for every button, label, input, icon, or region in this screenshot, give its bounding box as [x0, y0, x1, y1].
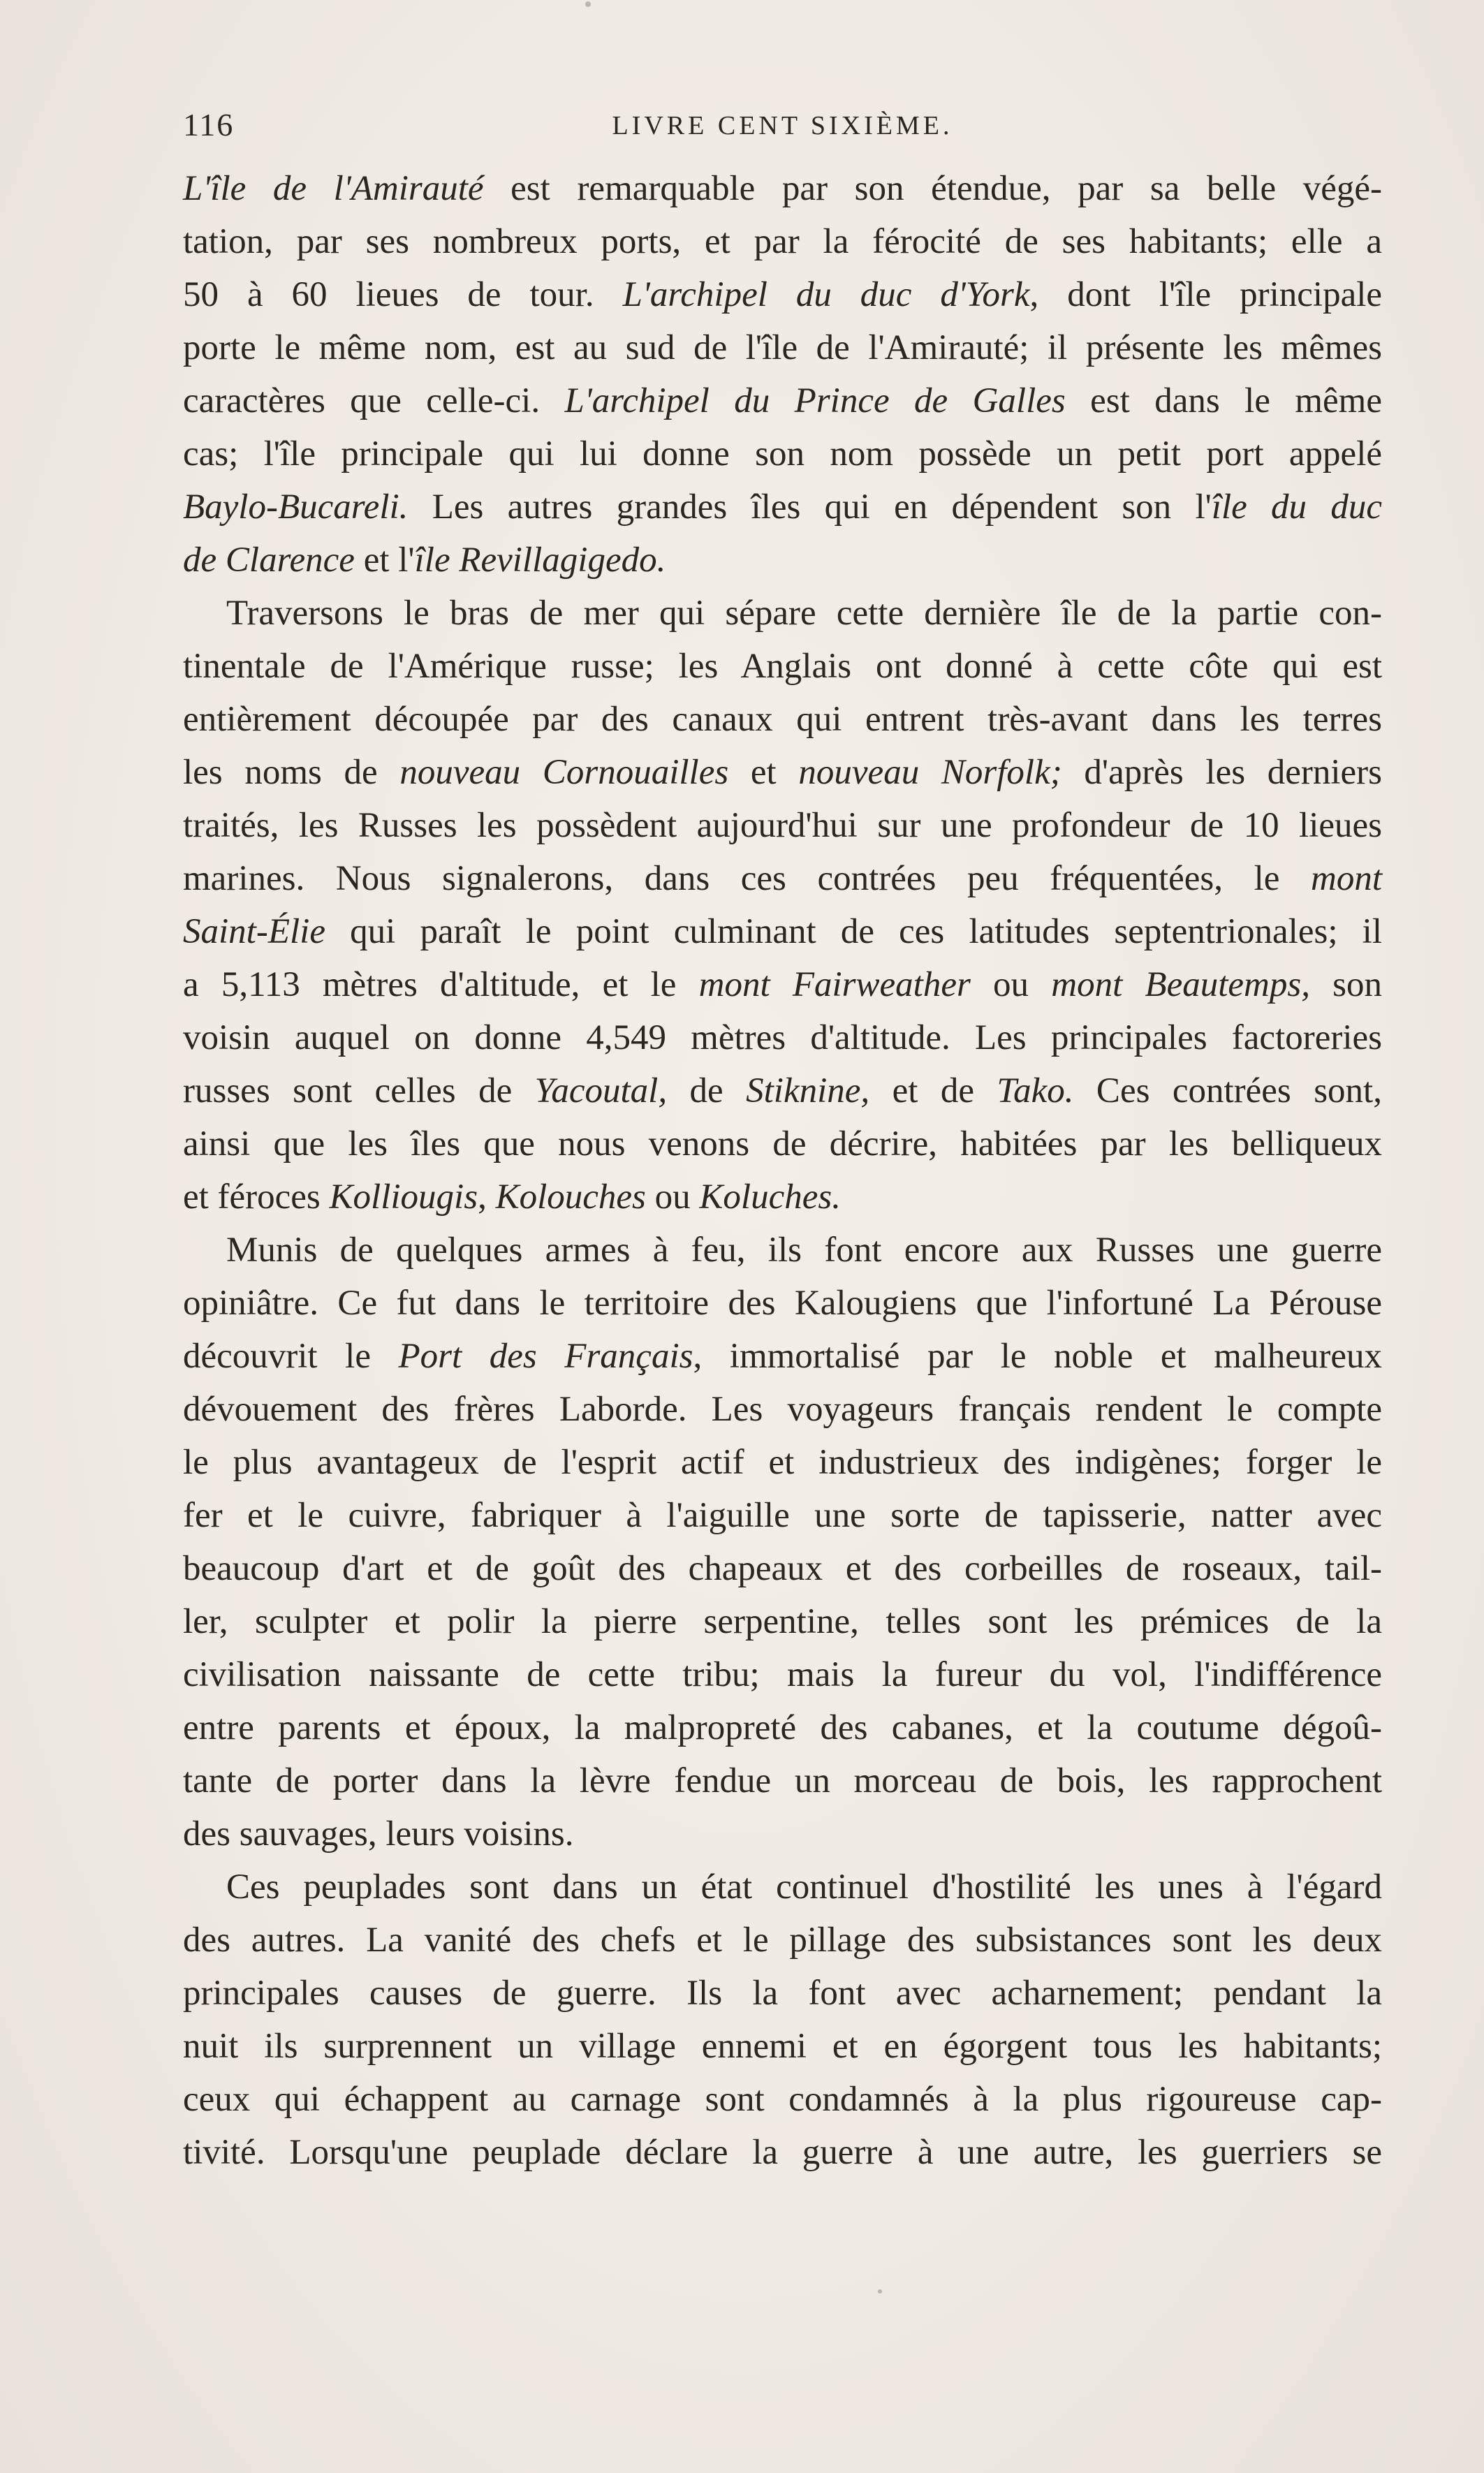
italic-term: Port des Français — [398, 1337, 693, 1376]
text-line — [183, 1171, 1382, 1224]
text-line — [183, 2020, 1382, 2073]
text-segment: ainsi que les îles que nous venons de décrire, habitées par les belliqueux — [183, 1124, 1382, 1164]
text-segment: et de — [869, 1071, 997, 1110]
italic-term: Tako. — [997, 1071, 1074, 1110]
text-segment: Ces contrées sont, — [1073, 1071, 1382, 1110]
text-segment: nuit ils surprennent un village ennemi et en égorgent tous les habitants; — [183, 2027, 1382, 2066]
text-segment: d'après les derniers — [1061, 753, 1382, 792]
text-segment: et — [728, 753, 799, 792]
text-segment: ceux qui échappent au carnage sont condamnés à la plus rigoureuse cap- — [183, 2080, 1382, 2119]
italic-term: île Revillagigedo. — [414, 541, 666, 580]
text-segment: voisin auquel on donne 4,549 mètres d'altitude. Les principales factoreries — [183, 1018, 1382, 1057]
italic-term: Kolliougis — [329, 1177, 478, 1217]
text-segment: Ces peuplades sont dans un état continuel d'hostilité les unes à l'égard — [226, 1867, 1382, 1907]
text-line — [183, 1967, 1382, 2020]
text-segment: et l' — [354, 541, 415, 580]
text-segment: des sauvages, leurs voisins. — [183, 1814, 574, 1854]
italic-term: de Clarence — [183, 541, 355, 580]
text-segment: son — [1309, 965, 1383, 1004]
text-segment: a 5,113 mètres d'altitude, et le — [183, 965, 699, 1004]
italic-term: nouveau Cornouailles — [399, 753, 729, 792]
text-segment: découvrit le — [183, 1337, 399, 1376]
text-segment: beaucoup d'art et de goût des chapeaux et des corbeilles de roseaux, tail- — [183, 1549, 1382, 1588]
text-segment: ou — [645, 1177, 700, 1217]
text-segment: , immortalisé par le noble et malheureux — [693, 1337, 1382, 1376]
text-line — [183, 693, 1382, 746]
text-segment: principales causes de guerre. Ils la font avec acharnement; pendant la — [183, 1974, 1382, 2013]
text-segment: porte le même nom, est au sud de l'île de l'Amirauté; il présente les mêmes — [183, 328, 1382, 367]
text-segment: Traversons le bras de mer qui sépare cette dernière île de la partie con- — [226, 594, 1382, 633]
italic-term: île du duc — [1211, 487, 1382, 527]
text-line — [183, 1383, 1382, 1436]
text-line — [183, 374, 1382, 427]
text-segment: , — [478, 1177, 496, 1217]
page-header — [183, 106, 1382, 148]
text-line — [183, 1648, 1382, 1701]
text-line — [183, 1754, 1382, 1807]
text-segment: le plus avantageux de l'esprit actif et industrieux des indigènes; forger le — [183, 1443, 1382, 1482]
italic-term: mont Fairweather — [698, 965, 971, 1004]
text-line — [183, 1330, 1382, 1383]
text-line — [183, 427, 1382, 480]
print-speck — [585, 1, 591, 7]
text-segment: fer et le cuivre, fabriquer à l'aiguille une sorte de tapisserie, natter avec — [183, 1496, 1382, 1535]
text-segment: dévouement des frères Laborde. Les voyageurs français rendent le compte — [183, 1390, 1382, 1429]
italic-term: Kolouches — [495, 1177, 646, 1217]
italic-term: Yacoutal, — [534, 1071, 668, 1110]
text-line — [183, 1701, 1382, 1754]
text-segment: entièrement découpée par des canaux qui entrent très-avant dans les terres — [183, 700, 1382, 739]
text-line — [183, 1595, 1382, 1648]
text-line — [183, 2073, 1382, 2126]
italic-term: L'archipel du Prince de Galles — [564, 381, 1066, 420]
text-line — [183, 1861, 1382, 1914]
italic-term: Koluches. — [699, 1177, 841, 1217]
text-line — [183, 640, 1382, 693]
text-line — [183, 2126, 1382, 2179]
text-line — [183, 1064, 1382, 1117]
text-segment: les noms de — [183, 753, 400, 792]
text-segment: entre parents et époux, la malpropreté des cabanes, et la coutume dégoû- — [183, 1708, 1382, 1747]
text-line — [183, 215, 1382, 268]
text-line — [183, 321, 1382, 374]
text-segment: opiniâtre. Ce fut dans le territoire des Kalougiens que l'infortuné La Pérouse — [183, 1284, 1382, 1323]
italic-term: mont — [1311, 859, 1382, 898]
text-line — [183, 1542, 1382, 1595]
text-line — [183, 1117, 1382, 1171]
text-line — [183, 958, 1382, 1011]
text-segment: tivité. Lorsqu'une peuplade déclare la guerre à une autre, les guerriers se — [183, 2133, 1382, 2172]
text-segment: cas; l'île principale qui lui donne son nom possède un petit port appelé — [183, 434, 1382, 474]
text-segment: Munis de quelques armes à feu, ils font encore aux Russes une guerre — [226, 1231, 1382, 1270]
italic-term: Stiknine, — [746, 1071, 870, 1110]
text-segment: de — [667, 1071, 747, 1110]
text-segment: tinentale de l'Amérique russe; les Anglais ont donné à cette côte qui est — [183, 647, 1382, 686]
text-segment: russes sont celles de — [183, 1071, 535, 1110]
text-line — [183, 1277, 1382, 1330]
text-segment: caractères que celle-ci. — [183, 381, 565, 420]
text-segment: ou — [970, 965, 1052, 1004]
italic-term: L'archipel du duc d'York — [622, 275, 1030, 314]
text-line — [183, 1436, 1382, 1489]
text-segment: est remarquable par son étendue, par sa belle végé- — [483, 169, 1382, 208]
text-segment: tation, par ses nombreux ports, et par la férocité de ses habitants; elle a — [183, 222, 1382, 261]
text-line — [183, 1011, 1382, 1064]
text-segment: , dont l'île principale — [1029, 275, 1383, 314]
print-speck — [878, 2289, 882, 2294]
text-segment: et féroces — [183, 1177, 330, 1217]
text-line — [183, 268, 1382, 321]
italic-term: L'île de l'Amirauté — [183, 169, 484, 208]
text-segment: traités, les Russes les possèdent aujourd'hui sur une profondeur de 10 lieues — [183, 806, 1382, 845]
body-text — [183, 162, 1382, 2179]
text-segment: des autres. La vanité des chefs et le pillage des subsistances sont les deux — [183, 1921, 1382, 1960]
text-segment: civilisation naissante de cette tribu; mais la fureur du vol, l'indifférence — [183, 1655, 1382, 1694]
running-head: LIVRE CENT SIXIÈME. — [612, 111, 953, 140]
text-line — [183, 1914, 1382, 1967]
text-line — [183, 587, 1382, 640]
text-segment: est dans le même — [1065, 381, 1382, 420]
text-line — [183, 534, 1382, 587]
italic-term: mont Beautemps, — [1051, 965, 1310, 1004]
text-line — [183, 1224, 1382, 1277]
text-segment: Les autres grandes îles qui en dépendent son l' — [408, 487, 1212, 527]
text-line — [183, 480, 1382, 534]
italic-term: Saint-Élie — [183, 912, 325, 951]
text-segment: 50 à 60 lieues de tour. — [183, 275, 623, 314]
text-line — [183, 905, 1382, 958]
text-segment: ler, sculpter et polir la pierre serpentine, telles sont les prémices de la — [183, 1602, 1382, 1641]
text-segment: qui paraît le point culminant de ces latitudes septentrionales; il — [325, 912, 1382, 951]
italic-term: Baylo-Bucareli. — [183, 487, 409, 527]
text-line — [183, 852, 1382, 905]
text-line — [183, 162, 1382, 215]
text-segment: tante de porter dans la lèvre fendue un morceau de bois, les rapprochent — [183, 1761, 1382, 1800]
italic-term: nouveau Norfolk; — [798, 753, 1062, 792]
text-line — [183, 1489, 1382, 1542]
text-line — [183, 746, 1382, 799]
text-line — [183, 799, 1382, 852]
text-line — [183, 1807, 1382, 1861]
page-number: 116 — [183, 107, 235, 142]
text-segment: marines. Nous signalerons, dans ces contrées peu fréquentées, le — [183, 859, 1311, 898]
